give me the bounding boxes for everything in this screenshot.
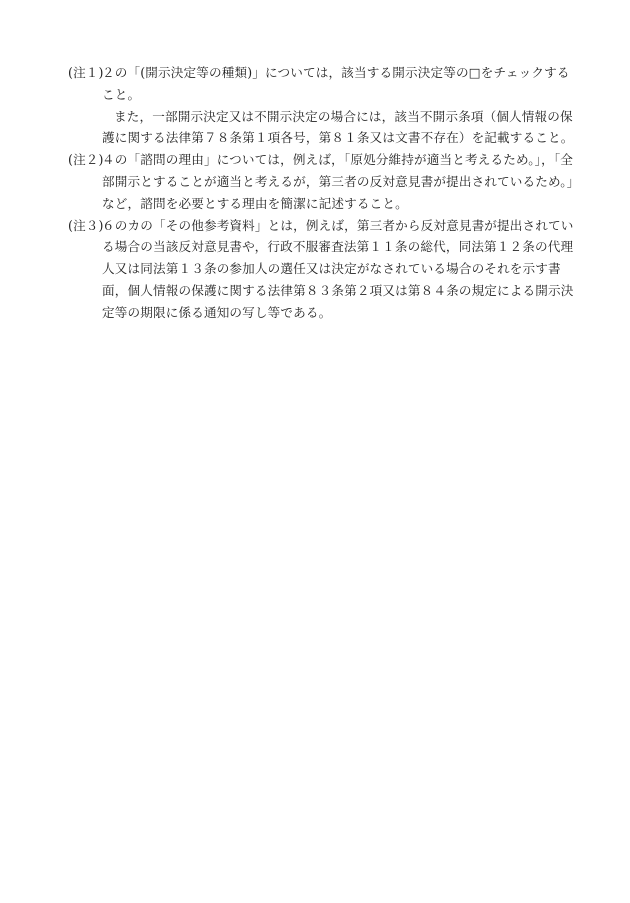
note-2 xyxy=(68,149,574,214)
note-3 xyxy=(68,215,574,324)
note-1 xyxy=(68,62,574,149)
note-text: また，一部開示決定又は不開示決定の場合には，該当不開示条項（個人情報の保護に関する法律第７８条第１項各号，第８１条又は文書不存在）を記載すること。 xyxy=(102,108,574,146)
note-label: (注１) xyxy=(68,65,104,80)
notes-section xyxy=(68,62,574,324)
note-label: (注２) xyxy=(68,152,104,168)
note-label: (注３) xyxy=(68,217,104,233)
note-text: ６のカの「その他参考資料」とは，例えば，第三者から反対意見書が提出されている場合の当該反対意見書や，行政不服審査法第１１条の総代，同法第１２条の代理人又は同法第１３条の参加人の選任又は決定がなされている場合のそれを示す書面，個人情報の保護に関する法律第８３条第２項又は第８４条の規定による開示決定等の期限に係る通知の写し等である。 xyxy=(102,217,574,320)
note-text: ２の「(開示決定等の種類)」については，該当する開示決定等の□をチェックすること。 xyxy=(102,65,570,102)
note-text: ４の「諮問の理由」については，例えば，「原処分維持が適当と考えるため。」，「全部開示とすることが適当と考えるが，第三者の反対意見書が提出されているため。」など，諮問を必要とする理由を簡潔に記述すること。 xyxy=(102,152,574,211)
